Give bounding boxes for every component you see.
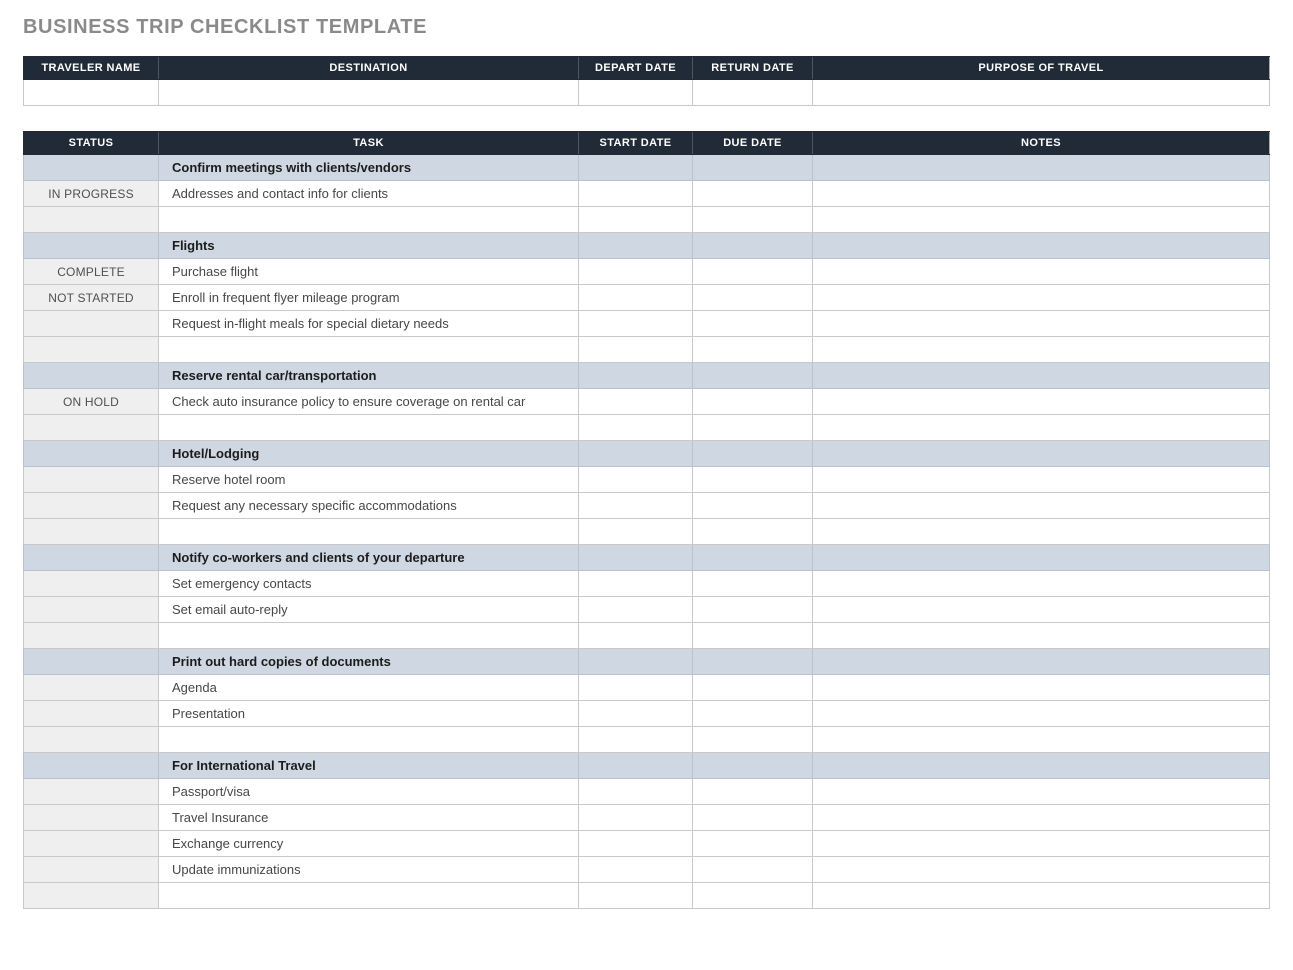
checklist-task-row xyxy=(24,207,1270,233)
status-cell[interactable] xyxy=(24,311,159,337)
destination-cell[interactable] xyxy=(159,80,579,106)
notes-cell[interactable] xyxy=(813,207,1270,233)
task-cell[interactable]: Update immunizations xyxy=(159,857,579,883)
due-date-cell[interactable] xyxy=(693,337,813,363)
due-date-cell[interactable] xyxy=(693,415,813,441)
status-cell[interactable]: IN PROGRESS xyxy=(24,181,159,207)
section-status-cell[interactable] xyxy=(24,649,159,675)
checklist-task-row xyxy=(24,467,1270,493)
status-cell[interactable]: ON HOLD xyxy=(24,389,159,415)
due-date-cell[interactable] xyxy=(693,805,813,831)
checklist-task-row xyxy=(24,623,1270,649)
checklist-section-row xyxy=(24,649,1270,675)
checklist-task-row xyxy=(24,805,1270,831)
destination-header: DESTINATION xyxy=(159,57,579,80)
checklist-task-row xyxy=(24,493,1270,519)
checklist-task-row xyxy=(24,727,1270,753)
checklist-section-row xyxy=(24,155,1270,181)
due-date-cell[interactable] xyxy=(693,701,813,727)
task-cell[interactable]: Set emergency contacts xyxy=(159,571,579,597)
depart-date-header: DEPART DATE xyxy=(579,57,693,80)
checklist-section-row xyxy=(24,441,1270,467)
section-status-cell[interactable] xyxy=(24,441,159,467)
checklist-section-row xyxy=(24,753,1270,779)
due-date-cell[interactable] xyxy=(693,181,813,207)
checklist-task-row xyxy=(24,311,1270,337)
start-date-cell[interactable] xyxy=(579,857,693,883)
status-cell[interactable] xyxy=(24,597,159,623)
depart-date-cell[interactable] xyxy=(579,80,693,106)
due-date-cell[interactable] xyxy=(693,207,813,233)
notes-cell[interactable] xyxy=(813,259,1270,285)
checklist-section-row xyxy=(24,545,1270,571)
section-title-cell[interactable]: Flights xyxy=(159,233,579,259)
start-date-cell[interactable] xyxy=(579,363,693,389)
due-date-cell[interactable] xyxy=(693,363,813,389)
return-date-header: RETURN DATE xyxy=(693,57,813,80)
notes-cell[interactable] xyxy=(813,857,1270,883)
start-date-cell[interactable] xyxy=(579,415,693,441)
start-date-cell[interactable] xyxy=(579,233,693,259)
traveler-name-header: TRAVELER NAME xyxy=(24,57,159,80)
status-cell[interactable] xyxy=(24,727,159,753)
task-cell[interactable] xyxy=(159,883,579,909)
task-cell[interactable] xyxy=(159,337,579,363)
checklist-task-row xyxy=(24,857,1270,883)
trip-table-entry-row xyxy=(24,80,1270,106)
task-cell[interactable]: Reserve hotel room xyxy=(159,467,579,493)
start-date-cell[interactable] xyxy=(579,623,693,649)
traveler-name-cell[interactable] xyxy=(24,80,159,106)
section-title-cell[interactable]: Reserve rental car/transportation xyxy=(159,363,579,389)
return-date-cell[interactable] xyxy=(693,80,813,106)
checklist-table xyxy=(23,131,1270,909)
task-cell[interactable]: Check auto insurance policy to ensure coverage on rental car xyxy=(159,389,579,415)
start-date-cell[interactable] xyxy=(579,597,693,623)
section-status-cell[interactable] xyxy=(24,155,159,181)
start-date-cell[interactable] xyxy=(579,285,693,311)
start-date-cell[interactable] xyxy=(579,519,693,545)
checklist-section-row xyxy=(24,233,1270,259)
due-date-cell[interactable] xyxy=(693,155,813,181)
start-date-cell[interactable] xyxy=(579,337,693,363)
start-date-header: START DATE xyxy=(579,132,693,155)
notes-cell[interactable] xyxy=(813,155,1270,181)
checklist-task-row xyxy=(24,675,1270,701)
checklist-task-row xyxy=(24,285,1270,311)
task-cell[interactable]: Set email auto-reply xyxy=(159,597,579,623)
status-cell[interactable] xyxy=(24,831,159,857)
checklist-table-body xyxy=(24,155,1270,909)
status-cell[interactable] xyxy=(24,415,159,441)
notes-cell[interactable] xyxy=(813,701,1270,727)
start-date-cell[interactable] xyxy=(579,259,693,285)
checklist-task-row xyxy=(24,883,1270,909)
due-date-cell[interactable] xyxy=(693,753,813,779)
due-date-cell[interactable] xyxy=(693,831,813,857)
start-date-cell[interactable] xyxy=(579,883,693,909)
start-date-cell[interactable] xyxy=(579,545,693,571)
notes-cell[interactable] xyxy=(813,415,1270,441)
task-cell[interactable] xyxy=(159,727,579,753)
task-cell[interactable] xyxy=(159,623,579,649)
notes-cell[interactable] xyxy=(813,571,1270,597)
notes-cell[interactable] xyxy=(813,623,1270,649)
start-date-cell[interactable] xyxy=(579,155,693,181)
due-date-cell[interactable] xyxy=(693,649,813,675)
section-status-cell[interactable] xyxy=(24,753,159,779)
due-date-cell[interactable] xyxy=(693,493,813,519)
notes-cell[interactable] xyxy=(813,727,1270,753)
status-cell[interactable] xyxy=(24,207,159,233)
start-date-cell[interactable] xyxy=(579,493,693,519)
status-cell[interactable] xyxy=(24,623,159,649)
task-cell[interactable]: Passport/visa xyxy=(159,779,579,805)
trip-table-header-row xyxy=(24,57,1270,80)
section-status-cell[interactable] xyxy=(24,545,159,571)
notes-cell[interactable] xyxy=(813,831,1270,857)
status-cell[interactable] xyxy=(24,883,159,909)
start-date-cell[interactable] xyxy=(579,207,693,233)
task-cell[interactable] xyxy=(159,415,579,441)
status-cell[interactable] xyxy=(24,701,159,727)
checklist-task-row xyxy=(24,389,1270,415)
due-date-header: DUE DATE xyxy=(693,132,813,155)
task-header: TASK xyxy=(159,132,579,155)
due-date-cell[interactable] xyxy=(693,285,813,311)
status-cell[interactable] xyxy=(24,675,159,701)
due-date-cell[interactable] xyxy=(693,311,813,337)
task-cell[interactable]: Exchange currency xyxy=(159,831,579,857)
status-cell[interactable] xyxy=(24,337,159,363)
notes-cell[interactable] xyxy=(813,181,1270,207)
due-date-cell[interactable] xyxy=(693,389,813,415)
notes-cell[interactable] xyxy=(813,493,1270,519)
task-cell[interactable]: Request any necessary specific accommodations xyxy=(159,493,579,519)
task-cell[interactable]: Purchase flight xyxy=(159,259,579,285)
due-date-cell[interactable] xyxy=(693,441,813,467)
checklist-task-row xyxy=(24,779,1270,805)
task-cell[interactable]: Agenda xyxy=(159,675,579,701)
section-title-cell[interactable]: Print out hard copies of documents xyxy=(159,649,579,675)
notes-cell[interactable] xyxy=(813,467,1270,493)
due-date-cell[interactable] xyxy=(693,727,813,753)
notes-cell[interactable] xyxy=(813,753,1270,779)
due-date-cell[interactable] xyxy=(693,571,813,597)
task-cell[interactable]: Request in-flight meals for special dietary needs xyxy=(159,311,579,337)
checklist-task-row xyxy=(24,259,1270,285)
status-cell[interactable]: NOT STARTED xyxy=(24,285,159,311)
notes-cell[interactable] xyxy=(813,363,1270,389)
due-date-cell[interactable] xyxy=(693,857,813,883)
notes-cell[interactable] xyxy=(813,675,1270,701)
due-date-cell[interactable] xyxy=(693,519,813,545)
status-cell[interactable] xyxy=(24,519,159,545)
task-cell[interactable]: Travel Insurance xyxy=(159,805,579,831)
start-date-cell[interactable] xyxy=(579,467,693,493)
status-cell[interactable] xyxy=(24,779,159,805)
notes-header: NOTES xyxy=(813,132,1270,155)
start-date-cell[interactable] xyxy=(579,571,693,597)
start-date-cell[interactable] xyxy=(579,389,693,415)
checklist-section-row xyxy=(24,363,1270,389)
notes-cell[interactable] xyxy=(813,233,1270,259)
section-title-cell[interactable]: Hotel/Lodging xyxy=(159,441,579,467)
section-title-cell[interactable]: Confirm meetings with clients/vendors xyxy=(159,155,579,181)
notes-cell[interactable] xyxy=(813,337,1270,363)
due-date-cell[interactable] xyxy=(693,623,813,649)
status-cell[interactable] xyxy=(24,493,159,519)
status-cell[interactable]: COMPLETE xyxy=(24,259,159,285)
due-date-cell[interactable] xyxy=(693,259,813,285)
status-cell[interactable] xyxy=(24,805,159,831)
start-date-cell[interactable] xyxy=(579,779,693,805)
checklist-task-row xyxy=(24,571,1270,597)
due-date-cell[interactable] xyxy=(693,233,813,259)
due-date-cell[interactable] xyxy=(693,467,813,493)
notes-cell[interactable] xyxy=(813,545,1270,571)
task-cell[interactable]: Addresses and contact info for clients xyxy=(159,181,579,207)
checklist-task-row xyxy=(24,337,1270,363)
notes-cell[interactable] xyxy=(813,389,1270,415)
checklist-task-row xyxy=(24,831,1270,857)
notes-cell[interactable] xyxy=(813,441,1270,467)
start-date-cell[interactable] xyxy=(579,675,693,701)
section-title-cell[interactable]: Notify co-workers and clients of your departure xyxy=(159,545,579,571)
notes-cell[interactable] xyxy=(813,311,1270,337)
section-status-cell[interactable] xyxy=(24,363,159,389)
notes-cell[interactable] xyxy=(813,285,1270,311)
start-date-cell[interactable] xyxy=(579,753,693,779)
start-date-cell[interactable] xyxy=(579,831,693,857)
section-status-cell[interactable] xyxy=(24,233,159,259)
task-cell[interactable]: Presentation xyxy=(159,701,579,727)
due-date-cell[interactable] xyxy=(693,675,813,701)
due-date-cell[interactable] xyxy=(693,545,813,571)
task-cell[interactable] xyxy=(159,519,579,545)
start-date-cell[interactable] xyxy=(579,181,693,207)
due-date-cell[interactable] xyxy=(693,597,813,623)
checklist-task-row xyxy=(24,415,1270,441)
task-cell[interactable]: Enroll in frequent flyer mileage program xyxy=(159,285,579,311)
trip-info-table xyxy=(23,56,1270,106)
notes-cell[interactable] xyxy=(813,779,1270,805)
checklist-task-row xyxy=(24,701,1270,727)
task-cell[interactable] xyxy=(159,207,579,233)
checklist-task-row xyxy=(24,181,1270,207)
status-cell[interactable] xyxy=(24,467,159,493)
start-date-cell[interactable] xyxy=(579,727,693,753)
checklist-task-row xyxy=(24,519,1270,545)
notes-cell[interactable] xyxy=(813,805,1270,831)
purpose-of-travel-header: PURPOSE OF TRAVEL xyxy=(813,57,1270,80)
start-date-cell[interactable] xyxy=(579,805,693,831)
status-cell[interactable] xyxy=(24,857,159,883)
due-date-cell[interactable] xyxy=(693,883,813,909)
notes-cell[interactable] xyxy=(813,649,1270,675)
due-date-cell[interactable] xyxy=(693,779,813,805)
checklist-header-row xyxy=(24,132,1270,155)
section-title-cell[interactable]: For International Travel xyxy=(159,753,579,779)
start-date-cell[interactable] xyxy=(579,441,693,467)
checklist-task-row xyxy=(24,597,1270,623)
status-cell[interactable] xyxy=(24,571,159,597)
page-title: BUSINESS TRIP CHECKLIST TEMPLATE xyxy=(23,16,428,38)
notes-cell[interactable] xyxy=(813,519,1270,545)
start-date-cell[interactable] xyxy=(579,649,693,675)
notes-cell[interactable] xyxy=(813,597,1270,623)
purpose-of-travel-cell[interactable] xyxy=(813,80,1270,106)
start-date-cell[interactable] xyxy=(579,701,693,727)
status-header: STATUS xyxy=(24,132,159,155)
start-date-cell[interactable] xyxy=(579,311,693,337)
notes-cell[interactable] xyxy=(813,883,1270,909)
